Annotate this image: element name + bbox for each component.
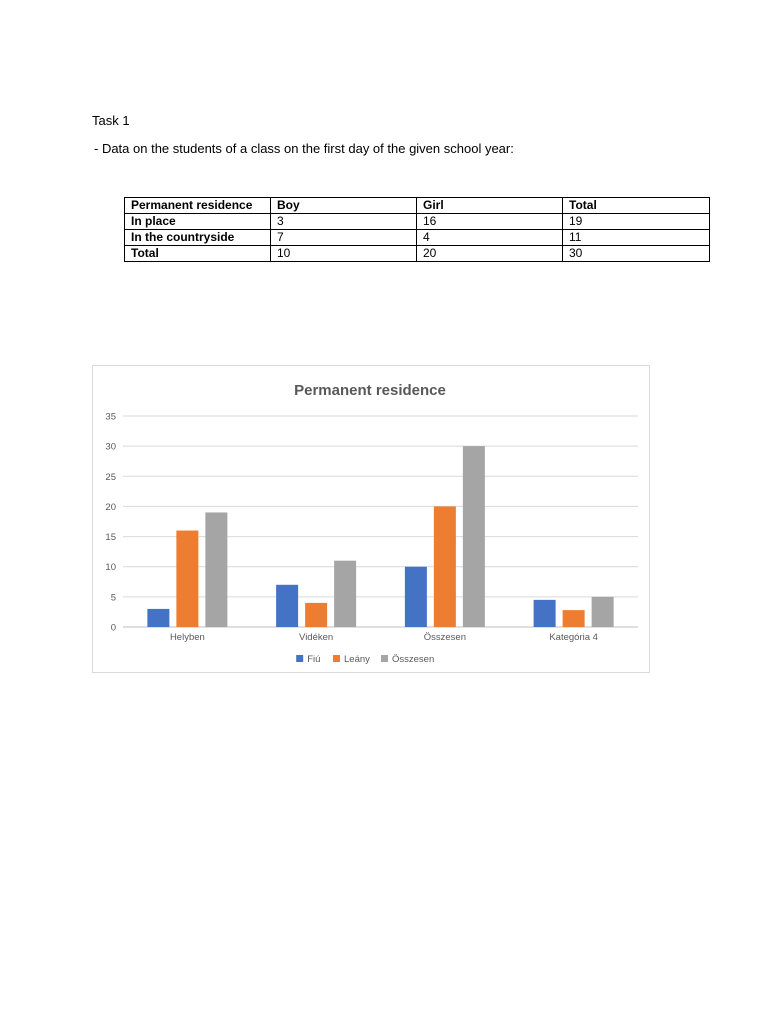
y-tick-label: 0: [110, 622, 116, 634]
bar-leány: [434, 506, 456, 627]
legend-swatch: [296, 655, 303, 662]
legend-swatch: [333, 655, 340, 662]
table-cell: 11: [563, 230, 710, 246]
table-cell: 3: [271, 214, 417, 230]
table-cell: 19: [563, 214, 710, 230]
y-tick-label: 25: [105, 471, 116, 483]
bar-fiú: [147, 609, 169, 627]
table-cell: 30: [563, 246, 710, 262]
table-header-row: [125, 198, 710, 214]
bar-fiú: [534, 600, 556, 627]
chart-container: [92, 365, 650, 673]
bar-chart: [93, 366, 649, 672]
table-row: [125, 230, 710, 246]
bar-leány: [176, 531, 198, 627]
table-row-label: Total: [125, 246, 271, 262]
bar-összesen: [334, 561, 356, 627]
table-row: [125, 246, 710, 262]
y-tick-label: 30: [105, 441, 116, 453]
x-tick-label: Kategória 4: [549, 632, 598, 643]
y-tick-label: 35: [105, 411, 116, 423]
legend-label: Leány: [344, 654, 370, 665]
bar-leány: [305, 603, 327, 627]
y-tick-label: 5: [110, 592, 116, 604]
table-cell: 7: [271, 230, 417, 246]
residence-table: [124, 197, 710, 262]
bar-fiú: [276, 585, 298, 627]
table-cell: 16: [417, 214, 563, 230]
bar-leány: [563, 610, 585, 627]
task-title: Task 1: [92, 113, 130, 128]
table-header-cell: Boy: [271, 198, 417, 214]
table-cell: 10: [271, 246, 417, 262]
table-cell: 4: [417, 230, 563, 246]
bar-összesen: [592, 597, 614, 627]
intro-text: - Data on the students of a class on the first day of the given school year:: [94, 141, 514, 156]
legend-label: Fiú: [307, 654, 321, 665]
y-tick-label: 10: [105, 562, 116, 574]
legend-swatch: [381, 655, 388, 662]
y-tick-label: 15: [105, 532, 116, 544]
bar-fiú: [405, 567, 427, 627]
chart-title: Permanent residence: [294, 382, 446, 399]
x-tick-label: Helyben: [169, 632, 205, 643]
x-tick-label: Vidéken: [299, 632, 334, 643]
table-header-cell: Girl: [417, 198, 563, 214]
bar-összesen: [463, 446, 485, 627]
table-row-label: In the countryside: [125, 230, 271, 246]
legend-label: Összesen: [392, 654, 435, 665]
y-tick-label: 20: [105, 501, 116, 513]
table-cell: 20: [417, 246, 563, 262]
table-row: [125, 214, 710, 230]
table-header-cell: Total: [563, 198, 710, 214]
bar-összesen: [205, 512, 227, 627]
table-header-cell: Permanent residence: [125, 198, 271, 214]
table-row-label: In place: [125, 214, 271, 230]
x-tick-label: Összesen: [423, 632, 466, 643]
